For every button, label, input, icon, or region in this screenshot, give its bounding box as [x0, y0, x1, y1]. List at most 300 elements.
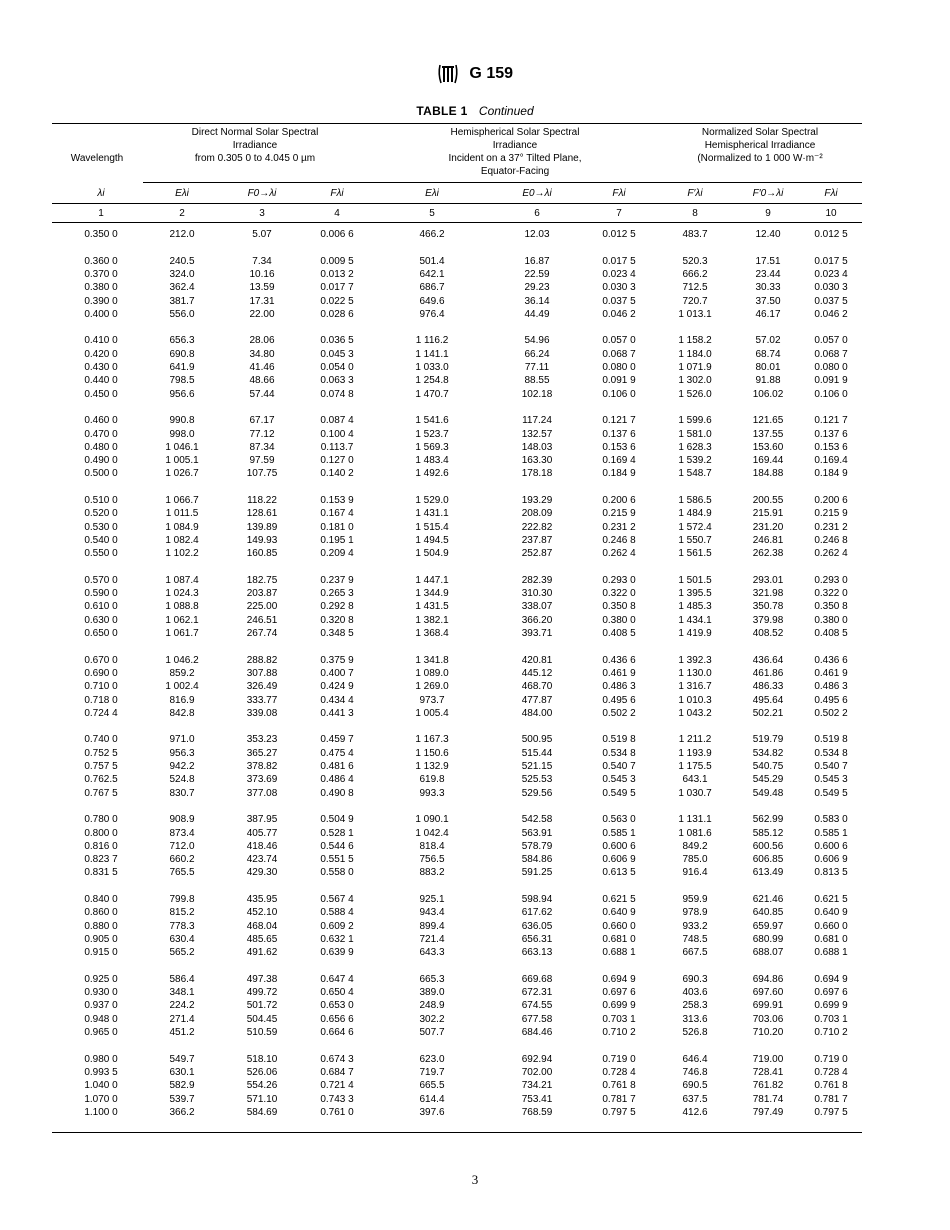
table-cell: 0.037 5 [602, 295, 636, 307]
table-cell: 0.710 2 [814, 1027, 848, 1038]
table-cell: 0.246 8 [814, 534, 848, 546]
table-cell: 1 431.1 [415, 508, 449, 520]
table-cell: 412.6 [682, 1106, 708, 1118]
table-cell: 719.00 [752, 1053, 784, 1065]
table-cell: 0.046 2 [814, 308, 848, 320]
table-cell: 0.757 5 [84, 761, 118, 772]
table-cell: 1 447.1 [415, 574, 449, 586]
table-cell: 613.49 [752, 867, 784, 879]
table-cell: 149.93 [246, 534, 278, 546]
table-cell: 976.4 [419, 308, 445, 320]
table-cell: 0.153 9 [320, 495, 354, 506]
table-cell: 0.606 9 [602, 854, 636, 866]
table-row [52, 1079, 862, 1092]
table-cell: 1 043.2 [678, 707, 712, 719]
table-cell: 0.534 8 [602, 747, 636, 759]
table-cell: 0.621 5 [814, 894, 848, 905]
table-cell: 483.7 [682, 229, 708, 240]
table-cell: 842.8 [169, 707, 195, 719]
table-cell: 778.3 [169, 920, 195, 932]
table-row [52, 760, 862, 773]
table-cell: 0.993 5 [84, 1066, 118, 1078]
table-cell: 184.88 [752, 468, 784, 480]
table-cell: 0.660 0 [602, 920, 636, 932]
table-cell: 0.563 0 [602, 814, 636, 826]
table-cell: 0.380 0 [84, 282, 118, 294]
table-cell: 0.262 4 [814, 548, 848, 560]
table-cell: 672.31 [521, 987, 553, 999]
table-cell: 0.697 6 [602, 987, 636, 999]
table-cell: 0.831 5 [84, 867, 118, 879]
table-cell: 1 515.4 [415, 521, 449, 533]
table-cell: 1 081.6 [678, 827, 712, 839]
table-cell: 0.937 0 [84, 1000, 118, 1012]
table-cell: 0.461 9 [602, 667, 636, 679]
table-cell: 117.24 [522, 415, 552, 427]
table-cell: 373.69 [246, 774, 278, 786]
table-cell: 699.91 [752, 1000, 784, 1012]
table-cell: 0.674 3 [320, 1053, 354, 1065]
table-row [52, 1066, 862, 1079]
table-cell: 0.045 3 [320, 348, 354, 360]
table-cell: 0.028 6 [320, 308, 354, 320]
column-number: 9 [765, 208, 771, 219]
table-cell: 68.74 [755, 348, 781, 360]
table-row [52, 574, 862, 587]
table-cell: 0.719 0 [602, 1053, 636, 1065]
table-cell: 998.0 [169, 428, 195, 440]
table-cell: 0.262 4 [602, 548, 636, 560]
table-cell: 943.4 [419, 907, 445, 919]
table-cell: 586.4 [169, 973, 195, 985]
table-cell: 0.209 4 [320, 548, 354, 560]
table-cell: 584.69 [246, 1106, 278, 1118]
table-cell: 636.05 [521, 920, 553, 932]
table-cell: 0.436 6 [602, 654, 636, 666]
table-row [52, 600, 862, 613]
table-cell: 132.57 [521, 428, 553, 440]
table-cell: 663.13 [521, 947, 553, 959]
symbol-cell: Fλi [330, 188, 344, 199]
table-row [52, 680, 862, 693]
table-cell: 0.169 4 [602, 455, 636, 467]
table-cell: 0.583 0 [814, 814, 848, 826]
table-cell: 0.495 6 [814, 694, 848, 706]
table-cell: 1 302.0 [678, 375, 712, 387]
table-cell: 0.460 0 [84, 415, 118, 427]
table-cell: 0.195 1 [320, 534, 354, 546]
table-cell: 212.0 [169, 229, 195, 240]
table-cell: 0.710 2 [602, 1027, 636, 1038]
header-direct-line: Direct Normal Solar Spectral [191, 127, 319, 138]
table-cell: 423.74 [246, 854, 278, 866]
table-cell: 1 254.8 [415, 375, 449, 387]
table-cell: 660.2 [169, 854, 195, 866]
table-cell: 377.08 [246, 787, 278, 799]
table-cell: 87.34 [249, 441, 275, 453]
table-row [52, 893, 862, 906]
table-cell: 1 599.6 [678, 415, 712, 427]
table-cell: 0.036 5 [320, 335, 354, 347]
table-cell: 669.68 [521, 973, 553, 985]
table-cell: 326.49 [246, 681, 278, 693]
table-row [52, 521, 862, 534]
table-cell: 362.4 [169, 282, 195, 294]
table-cell: 649.6 [419, 295, 445, 307]
header-hemi-line: Hemispherical Solar Spectral [450, 127, 580, 138]
table-cell: 1 484.9 [678, 508, 712, 520]
table-cell: 692.94 [521, 1053, 553, 1065]
table-cell: 1 419.9 [678, 628, 712, 639]
table-cell: 0.948 0 [84, 1013, 118, 1025]
table-cell: 719.7 [419, 1066, 445, 1078]
table-cell: 515.44 [521, 747, 553, 759]
table-cell: 0.017 5 [814, 255, 848, 267]
table-cell: 468.04 [246, 920, 278, 932]
table-cell: 1 089.0 [415, 667, 449, 679]
table-cell: 0.699 9 [602, 1000, 636, 1012]
table-cell: 582.9 [169, 1080, 195, 1092]
table-cell: 0.752 5 [84, 747, 118, 759]
table-cell: 0.653 0 [320, 1000, 354, 1012]
table-cell: 1 158.2 [678, 335, 712, 347]
table-cell: 1 033.0 [415, 362, 449, 373]
table-cell: 690.8 [169, 348, 195, 360]
table-cell: 215.91 [752, 508, 784, 520]
table-cell: 403.6 [682, 987, 708, 999]
table-cell: 237.87 [521, 534, 553, 546]
table-cell: 160.85 [246, 548, 278, 560]
table-cell: 0.057 0 [814, 335, 848, 347]
symbol-cell: Fλi [824, 188, 838, 199]
table-cell: 554.26 [246, 1080, 278, 1092]
table-cell: 641.9 [169, 362, 195, 373]
table-cell: 365.27 [246, 747, 278, 759]
table-cell: 0.030 3 [814, 282, 848, 294]
table-cell: 0.320 8 [320, 614, 354, 626]
table-cell: 338.07 [521, 601, 553, 613]
table-cell: 0.925 0 [84, 973, 118, 985]
table-cell: 0.703 1 [814, 1013, 848, 1025]
table-cell: 0.231 2 [814, 521, 848, 533]
table-cell: 0.080 0 [814, 362, 848, 373]
header-norm-line: (Normalized to 1 000 W·m⁻² [697, 153, 823, 164]
table-cell: 0.350 0 [84, 229, 118, 240]
table-row [52, 454, 862, 467]
table-cell: 495.64 [752, 694, 784, 706]
table-cell: 1 062.1 [165, 614, 199, 626]
table-cell: 0.169.4 [814, 455, 848, 467]
table-cell: 614.4 [419, 1093, 445, 1105]
table-cell: 0.390 0 [84, 295, 118, 307]
table-cell: 0.690 0 [84, 667, 118, 679]
table-cell: 1 470.7 [415, 388, 449, 400]
table-cell: 0.348 5 [320, 628, 354, 639]
table-cell: 643.3 [419, 947, 445, 959]
table-cell: 0.293 0 [814, 574, 848, 586]
table-cell: 916.4 [682, 867, 708, 879]
table-cell: 1 539.2 [678, 455, 712, 467]
table-cell: 0.588 4 [320, 907, 354, 919]
table-cell: 0.590 0 [84, 588, 118, 600]
table-row [52, 494, 862, 507]
table-cell: 321.98 [752, 588, 784, 600]
table-cell: 0.246 8 [602, 534, 636, 546]
table-cell: 1 130.0 [678, 667, 712, 679]
table-cell: 703.06 [752, 1013, 784, 1025]
table-cell: 16.87 [524, 255, 550, 267]
table-cell: 0.475 4 [320, 747, 354, 759]
table-bottom-rule [52, 1132, 862, 1133]
table-cell: 0.091 9 [602, 375, 636, 387]
table-cell: 0.167 4 [320, 508, 354, 520]
table-row [52, 441, 862, 454]
table-cell: 17.51 [755, 255, 781, 267]
table-cell: 0.780 0 [84, 814, 118, 826]
table-cell: 231.20 [752, 521, 784, 533]
table-cell: 0.540 7 [814, 761, 848, 772]
table-cell: 0.121 7 [814, 415, 848, 427]
table-cell: 66.24 [524, 348, 550, 360]
table-cell: 606.85 [752, 854, 784, 866]
table-cell: 849.2 [682, 840, 708, 852]
table-cell: 0.640 9 [602, 907, 636, 919]
table-cell: 0.860 0 [84, 907, 118, 919]
table-row [52, 920, 862, 933]
table-row [52, 866, 862, 879]
table-cell: 271.4 [169, 1013, 195, 1025]
table-cell: 0.441 3 [320, 707, 354, 719]
table-cell: 208.09 [521, 508, 553, 520]
table-cell: 0.322 0 [602, 588, 636, 600]
symbol-cell: Fλi [612, 188, 626, 199]
table-cell: 10.16 [249, 268, 275, 280]
table-row [52, 906, 862, 919]
table-cell: 484.00 [521, 707, 553, 719]
table-cell: 0.639 9 [320, 947, 354, 959]
table-cell: 525.53 [521, 774, 553, 786]
table-cell: 353.23 [246, 734, 278, 746]
table-cell: 0.080 0 [602, 362, 636, 373]
table-cell: 0.740 0 [84, 734, 118, 746]
table-cell: 1 013.1 [678, 308, 712, 320]
table-cell: 366.2 [169, 1106, 195, 1118]
table-cell: 549.7 [169, 1053, 195, 1065]
table-cell: 350.78 [752, 601, 784, 613]
table-cell: 0.797 5 [814, 1106, 848, 1118]
table-cell: 0.681 0 [602, 933, 636, 945]
table-cell: 0.728 4 [602, 1066, 636, 1078]
column-number: 2 [179, 208, 185, 219]
table-cell: 0.430 0 [84, 362, 118, 373]
table-row [52, 747, 862, 760]
table-row [52, 308, 862, 321]
table-cell: 623.0 [419, 1053, 445, 1065]
table-cell: 899.4 [419, 920, 445, 932]
table-cell: 0.688 1 [814, 947, 848, 959]
table-cell: 13.59 [249, 282, 275, 294]
table-top-rule [52, 123, 862, 124]
table-cell: 153.60 [752, 441, 784, 453]
table-cell: 1 504.9 [415, 548, 449, 560]
table-cell: 0.215 9 [602, 508, 636, 520]
table-cell: 584.86 [521, 854, 553, 866]
symbol-row [52, 187, 862, 200]
table-row [52, 986, 862, 999]
table-cell: 1 586.5 [678, 495, 712, 506]
table-cell: 0.436 6 [814, 654, 848, 666]
table-cell: 859.2 [169, 667, 195, 679]
table-cell: 0.200 6 [602, 495, 636, 506]
table-row [52, 428, 862, 441]
table-cell: 990.8 [169, 415, 195, 427]
table-cell: 0.781 7 [602, 1093, 636, 1105]
table-cell: 0.184 9 [814, 468, 848, 480]
table-cell: 0.200 6 [814, 495, 848, 506]
table-cell: 1 392.3 [678, 654, 712, 666]
table-cell: 1 175.5 [678, 761, 712, 772]
header-normalized [660, 126, 860, 165]
table-cell: 562.99 [752, 814, 784, 826]
table-cell: 797.49 [752, 1106, 784, 1118]
table-cell: 659.97 [752, 920, 784, 932]
table-cell: 520.3 [682, 255, 708, 267]
table-cell: 798.5 [169, 375, 195, 387]
table-row [52, 813, 862, 826]
header-sub-rule [143, 182, 862, 183]
table-cell: 182.75 [246, 574, 278, 586]
table-cell: 667.5 [682, 947, 708, 959]
table-cell: 0.350 8 [814, 601, 848, 613]
table-cell: 1 485.3 [678, 601, 712, 613]
table-cell: 0.292 8 [320, 601, 354, 613]
table-cell: 36.14 [524, 295, 550, 307]
table-cell: 41.46 [249, 362, 275, 373]
table-row [52, 733, 862, 746]
table-cell: 728.41 [752, 1066, 784, 1078]
table-cell: 0.684 7 [320, 1066, 354, 1078]
table-cell: 1.100 0 [84, 1106, 118, 1118]
table-cell: 830.7 [169, 787, 195, 799]
table-cell: 0.486 3 [814, 681, 848, 693]
table-cell: 378.82 [246, 761, 278, 772]
table-cell: 0.184 9 [602, 468, 636, 480]
table-cell: 688.07 [752, 947, 784, 959]
table-cell: 420.81 [521, 654, 553, 666]
column-number: 1 [98, 208, 104, 219]
table-cell: 310.30 [521, 588, 553, 600]
table-row [52, 694, 862, 707]
table-cell: 1 548.7 [678, 468, 712, 480]
table-cell: 0.113.7 [320, 441, 354, 453]
table-cell: 1 269.0 [415, 681, 449, 693]
table-cell: 501.72 [246, 1000, 278, 1012]
table-cell: 1 523.7 [415, 428, 449, 440]
table-cell: 0.106 0 [814, 388, 848, 400]
table-cell: 0.585 1 [602, 827, 636, 839]
table-cell: 80.01 [755, 362, 781, 373]
symbol-cell: F0→λi [247, 188, 277, 199]
table-cell: 0.681 0 [814, 933, 848, 945]
table-cell: 1 395.5 [678, 588, 712, 600]
table-cell: 1 088.8 [165, 601, 199, 613]
table-cell: 468.70 [521, 681, 553, 693]
table-cell: 721.4 [419, 933, 445, 945]
table-cell: 106.02 [752, 388, 784, 400]
table-cell: 1 005.1 [165, 455, 199, 467]
table-cell: 534.82 [752, 747, 784, 759]
table-continued-label: Continued [478, 104, 534, 118]
table-row [52, 507, 862, 520]
table-cell: 0.380 0 [814, 614, 848, 626]
table-row [52, 1093, 862, 1106]
table-cell: 1 046.1 [165, 441, 199, 453]
table-cell: 405.77 [246, 827, 278, 839]
table-cell: 0.137 6 [814, 428, 848, 440]
table-cell: 387.95 [246, 814, 278, 826]
table-cell: 389.0 [419, 987, 445, 999]
header-hemi-line: Incident on a 37° Tilted Plane, [448, 153, 582, 164]
table-cell: 1 184.0 [678, 348, 712, 360]
table-cell: 169.44 [752, 455, 784, 467]
table-cell: 5.07 [252, 229, 272, 240]
table-cell: 262.38 [752, 548, 784, 560]
table-cell: 0.057 0 [602, 335, 636, 347]
table-cell: 0.797 5 [602, 1106, 636, 1118]
table-cell: 756.5 [419, 854, 445, 866]
table-cell: 54.96 [524, 335, 550, 347]
table-cell: 339.08 [246, 707, 278, 719]
table-row [52, 255, 862, 268]
table-cell: 1 132.9 [415, 761, 449, 772]
table-cell: 0.585 1 [814, 827, 848, 839]
table-cell: 956.6 [169, 388, 195, 400]
table-cell: 0.761 8 [602, 1080, 636, 1092]
table-cell: 0.502 2 [814, 707, 848, 719]
table-cell: 418.46 [246, 840, 278, 852]
table-cell: 0.718 0 [84, 694, 118, 706]
table-cell: 697.60 [752, 987, 784, 999]
table-row [52, 348, 862, 361]
table-cell: 1 082.4 [165, 534, 199, 546]
table-cell: 0.610 0 [84, 601, 118, 613]
table-cell: 1 150.6 [415, 747, 449, 759]
table-cell: 656.3 [169, 335, 195, 347]
table-cell: 1 005.4 [415, 707, 449, 719]
table-cell: 665.5 [419, 1080, 445, 1092]
table-cell: 521.15 [521, 761, 553, 772]
table-cell: 0.613 5 [602, 867, 636, 879]
table-cell: 1 141.1 [415, 348, 449, 360]
table-cell: 734.21 [521, 1080, 553, 1092]
astm-logo-icon [437, 62, 459, 86]
table-row [52, 374, 862, 387]
table-cell: 677.58 [521, 1013, 553, 1025]
table-cell: 959.9 [682, 894, 708, 905]
table-cell: 1 341.8 [415, 654, 449, 666]
table-cell: 720.7 [682, 295, 708, 307]
table-row [52, 707, 862, 720]
table-cell: 0.504 9 [320, 814, 354, 826]
table-cell: 0.408 5 [814, 628, 848, 639]
table-row [52, 228, 862, 241]
table-cell: 785.0 [682, 854, 708, 866]
table-cell: 0.046 2 [602, 308, 636, 320]
column-number: 4 [334, 208, 340, 219]
table-cell: 148.03 [521, 441, 553, 453]
table-row [52, 1106, 862, 1119]
table-cell: 0.370 0 [84, 268, 118, 280]
